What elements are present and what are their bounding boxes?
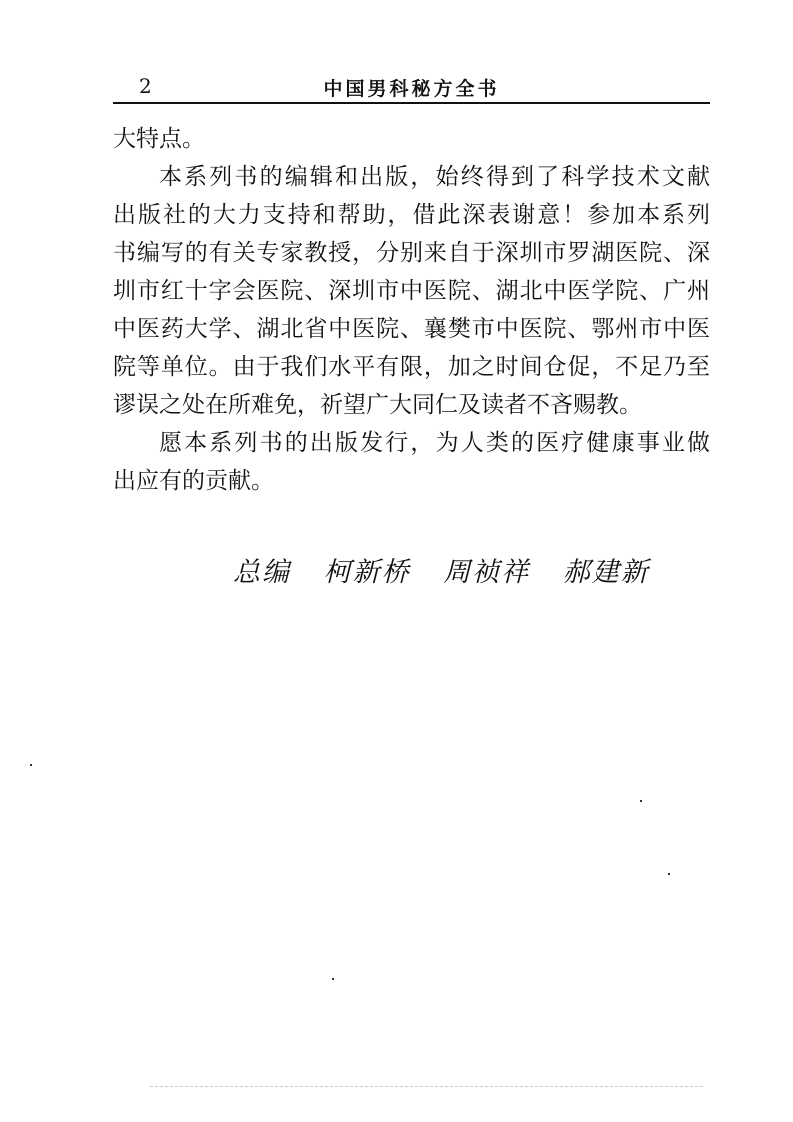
text-line: 圳市红十字会医院、深圳市中医院、湖北中医学院、广州 — [113, 278, 710, 304]
text-line: 出版社的大力支持和帮助，借此深表谢意！参加本系列 — [113, 202, 710, 228]
text-line: 中医药大学、湖北省中医院、襄樊市中医院、鄂州市中医 — [113, 316, 710, 342]
text-line: 愿本系列书的出版发行，为人类的医疗健康事业做 — [159, 430, 710, 456]
text-line: 院等单位。由于我们水平有限，加之时间仓促，不足乃至 — [113, 354, 710, 380]
text-line: 出应有的贡献。 — [113, 468, 274, 494]
scan-speck — [332, 978, 334, 980]
scan-speck — [640, 800, 642, 802]
text-line: 本系列书的编辑和出版，始终得到了科学技术文献 — [159, 164, 710, 190]
body-text — [113, 120, 710, 500]
page-header — [113, 70, 710, 104]
scan-speck — [668, 873, 670, 875]
page-number: 2 — [139, 74, 152, 98]
signature-name: 周祯祥 — [443, 557, 531, 588]
text-line: 大特点。 — [113, 126, 205, 152]
signature-role: 总编 — [233, 557, 291, 588]
signature-name: 郝建新 — [562, 557, 650, 588]
scan-noise-line — [150, 1086, 703, 1087]
scan-speck — [30, 764, 32, 766]
signature — [233, 550, 672, 589]
text-line: 书编写的有关专家教授，分别来自于深圳市罗湖医院、深 — [113, 240, 710, 266]
running-title: 中国男科秘方全书 — [323, 78, 500, 100]
text-line: 谬误之处在所难免，祈望广大同仁及读者不吝赐教。 — [113, 392, 642, 418]
signature-name: 柯新桥 — [323, 557, 411, 588]
